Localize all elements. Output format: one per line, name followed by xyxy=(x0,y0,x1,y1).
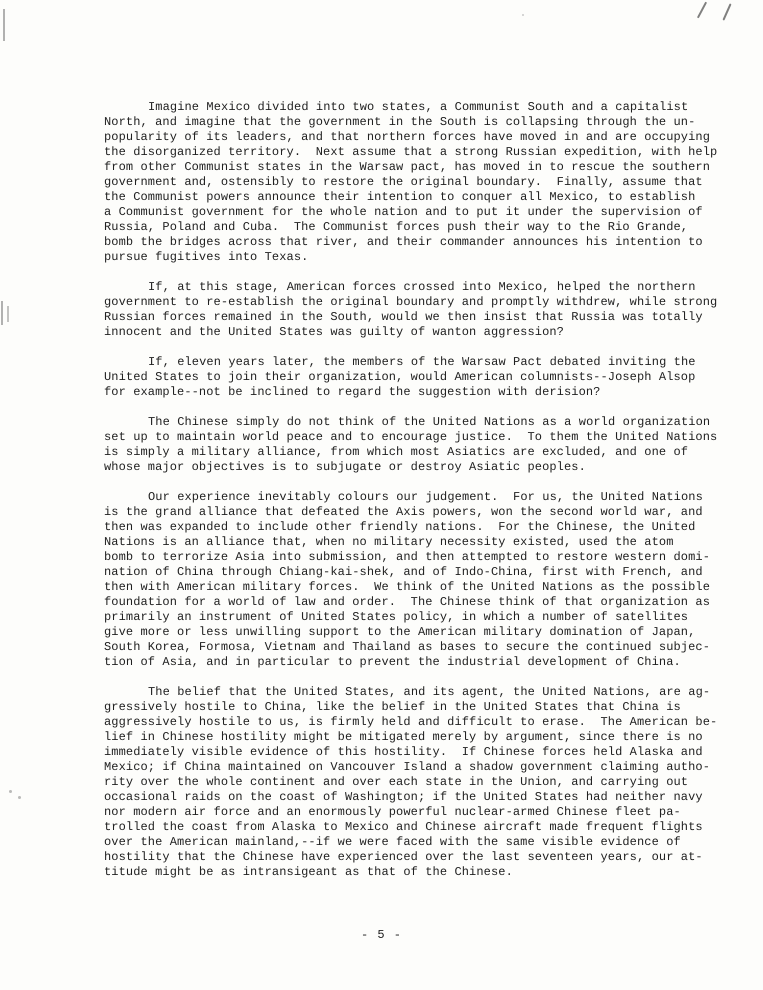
paragraph: If, at this stage, American forces crossed into Mexico, helped the northern government to re-establish the original boundary and promptly withdrew, while strong Russian forces remained in the South, would we then insist that Russia was totally innocent and the United States was guilty of wanton aggression? xyxy=(104,280,718,339)
photocopy-speck xyxy=(522,14,524,16)
document-text xyxy=(104,100,730,895)
paragraph: If, eleven years later, the members of the Warsaw Pact debated inviting the United States to join their organization, would American columnists--Joseph Alsop for example--not be inclined to regard the suggestion with derision? xyxy=(104,355,696,399)
margin-stray-mark xyxy=(1,301,3,325)
paragraph: The Chinese simply do not think of the United Nations as a world organization set up to maintain world peace and to encourage justice. To them the United Nations is simply a military alliance, from which most Asiatics are excluded, and one of whose major objectives is to subjugate or destroy Asiatic peoples. xyxy=(104,415,718,474)
margin-stray-mark xyxy=(7,306,9,322)
paragraph: Our experience inevitably colours our judgement. For us, the United Nations is the grand alliance that defeated the Axis powers, won the second world war, and then was expanded to include other friendly nations. For the Chinese, the United Nations is an alliance that, when no military necessity existed, used the atom bomb to terrorize Asia into submission, and then attempted to restore western domi- nation of China through Chiang-kai-shek, and of Indo-China, first with French, and then with American military forces. We think of the United Nations as the possible foundation for a world of law and order. The Chinese think of that organization as primarily an instrument of United States policy, in which a number of satellites give more or less unwilling support to the American military domination of Japan, South Korea, Formosa, Vietnam and Thailand as bases to secure the continued subjec- tion of Asia, and in particular to prevent the industrial development of China. xyxy=(104,490,710,669)
paragraph: The belief that the United States, and its agent, the United Nations, are ag- gressively hostile to China, like the belief in the United States that China is aggressively hostile to us, is firmly held and difficult to erase. The American be- lief in Chinese hostility might be mitigated merely by argument, since there is no immediately visible evidence of this hostility. If Chinese forces held Alaska and Mexico; if China maintained on Vancouver Island a shadow government claiming autho- rity over the whole continent and over each state in the Union, and carrying out occasional raids on the coast of Washington; if the United States had neither navy nor modern air force and an enormously powerful nuclear-armed Chinese fleet pa- trolled the coast from Alaska to Mexico and Chinese aircraft made frequent flights over the American mainland,--if we were faced with the same visible evidence of hostility that the Chinese have experienced over the last seventeen years, our at- titude might be as intransigeant as that of the Chinese. xyxy=(104,685,718,879)
photocopy-speck xyxy=(9,790,12,793)
pen-slash-mark xyxy=(722,3,731,20)
page-number: - 5 - xyxy=(360,928,402,942)
paragraph: Imagine Mexico divided into two states, a Communist South and a capitalist North, and imagine that the government in the South is collapsing through the un- popularity of its leaders, and that northern forces have moved in and are occupying the disorganized territory. Next assume that a strong Russian expedition, with help from other Communist states in the Warsaw pact, has moved in to rescue the southern government and, ostensibly to restore the original boundary. Finally, assume that the Communist powers announce their intention to conquer all Mexico, to establish a Communist government for the whole nation and to put it under the supervision of Russia, Poland and Cuba. The Communist forces push their way to the Rio Grande, bomb the bridges across that river, and their commander announces his intention to pursue fugitives into Texas. xyxy=(104,100,718,264)
photocopy-speck xyxy=(18,796,21,799)
pen-slash-mark xyxy=(697,2,707,19)
margin-stray-mark xyxy=(3,9,5,41)
